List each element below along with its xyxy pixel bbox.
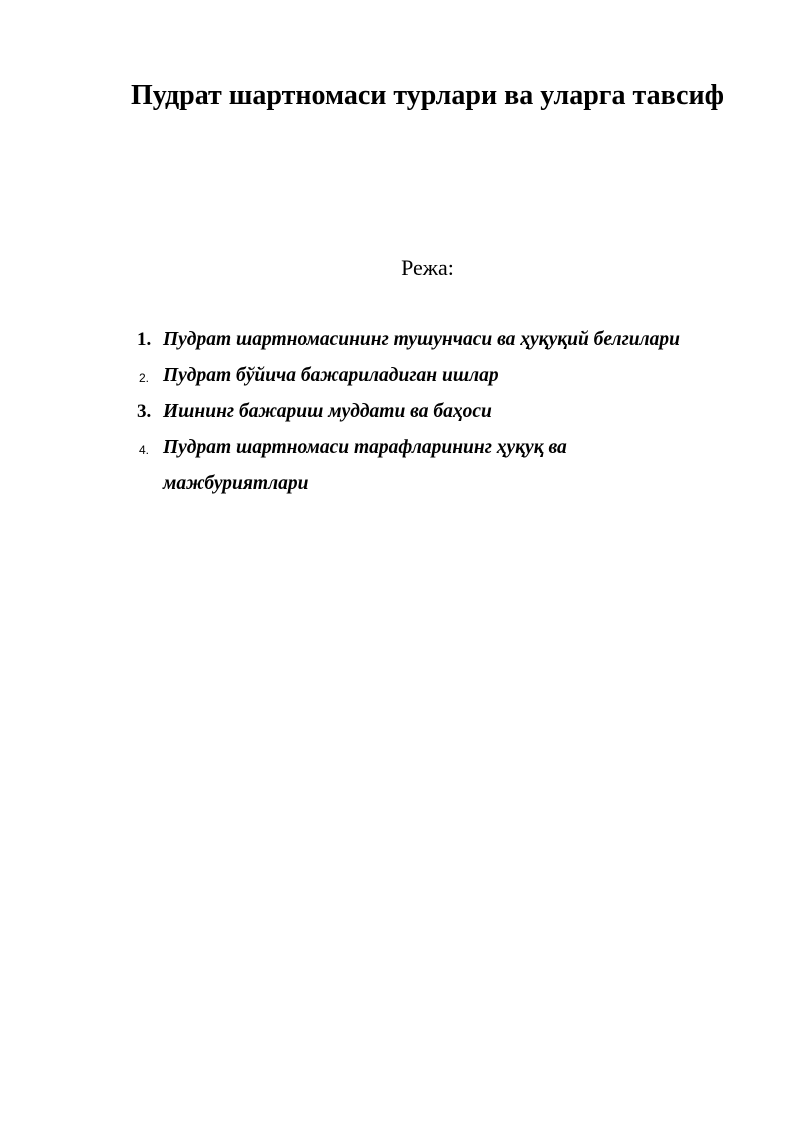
plan-item-text: Пудрат бўйича бажариладиган ишлар [163, 365, 499, 386]
plan-list [0, 322, 800, 502]
plan-item-number: 2. [139, 371, 150, 385]
plan-item-number: 3. [137, 401, 152, 422]
plan-item-1 [0, 322, 800, 358]
plan-item-number: 1. [137, 329, 152, 350]
plan-heading: Режа: [401, 255, 454, 280]
plan-item-2 [0, 358, 800, 394]
plan-item-text: Ишнинг бажариш муддати ва баҳоси [163, 401, 492, 422]
document-title: Пудрат шартномаси турлари ва уларга тавсиф [130, 80, 724, 111]
plan-item-number: 4. [139, 443, 150, 457]
plan-item-text: Пудрат шартномаси тарафларининг ҳуқуқ ва мажбуриятлари [163, 437, 567, 494]
plan-item-3 [0, 394, 800, 430]
plan-item-text: Пудрат шартномасининг тушунчаси ва ҳуқуқий белгилари [163, 329, 680, 350]
plan-item-4 [0, 430, 800, 502]
